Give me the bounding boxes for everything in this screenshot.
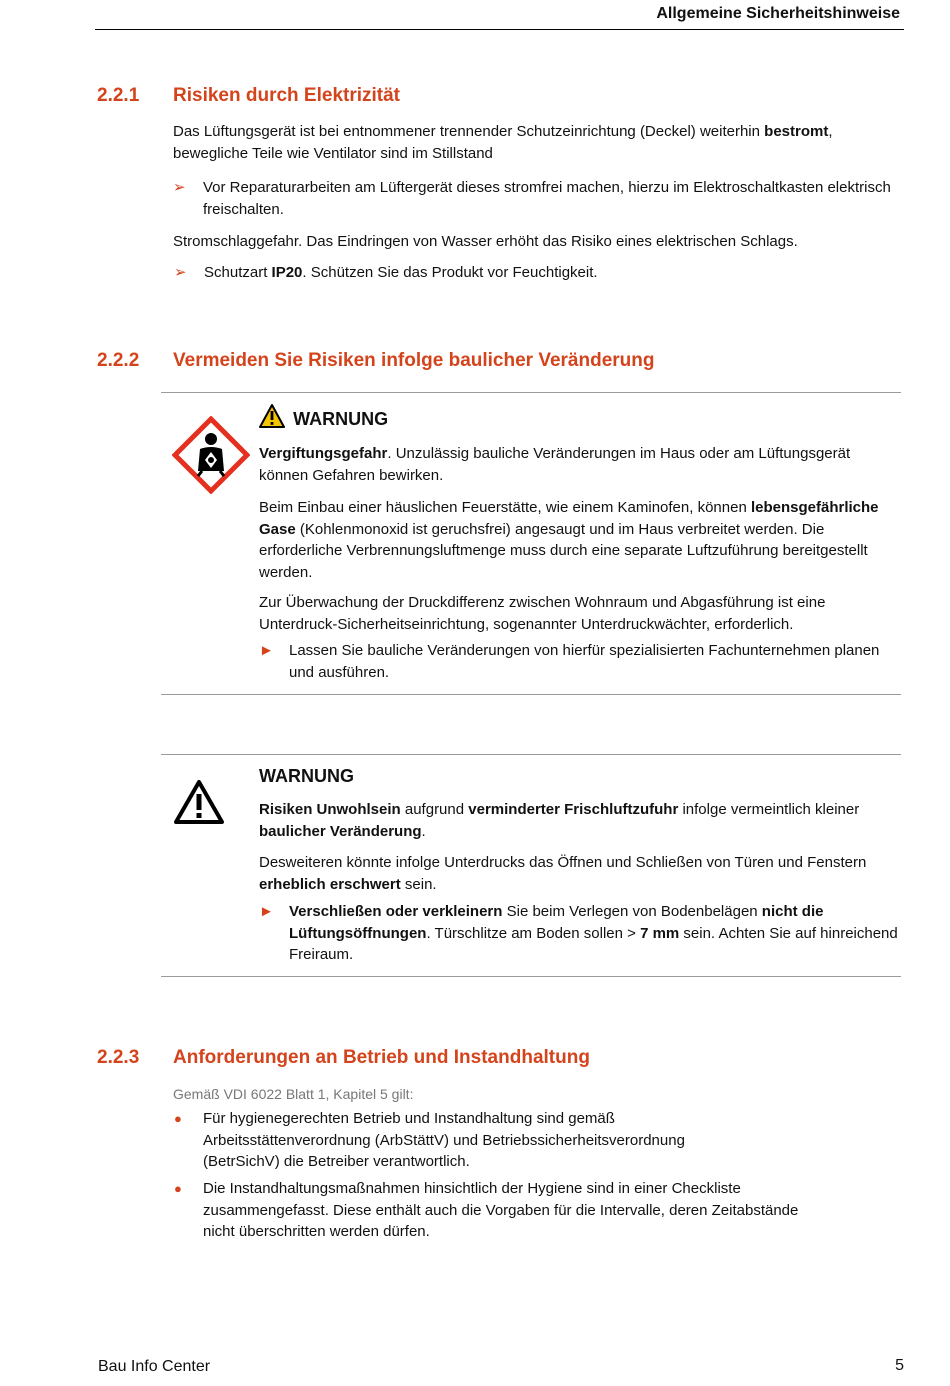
header-rule <box>95 29 904 30</box>
triangle-arrow-icon: ► <box>259 642 274 659</box>
footer-publisher: Bau Info Center <box>98 1358 211 1375</box>
paragraph: Stromschlaggefahr. Das Eindringen von Wasser erhöht das Risiko eines elektrischen Schlags. <box>173 233 798 250</box>
instruction-item: ➢ Schutzart IP20. Schützen Sie das Produkt vor Feuchtigkeit. <box>204 262 894 284</box>
warning-paragraph: Risiken Unwohlsein aufgrund verminderter Frischluftzufuhr infolge vermeintlich kleiner baulicher Veränderung. <box>259 801 860 840</box>
health-hazard-icon <box>172 416 250 494</box>
section-number: 2.2.2 <box>97 350 140 371</box>
warning-paragraph: Zur Überwachung der Druckdifferenz zwischen Wohnraum und Abgasführung ist eine Unterdruck-Sicherheitseinrichtung, sogenannter Unterdruckwächter, erforderlich. <box>259 594 826 633</box>
header-title: Allgemeine Sicherheitshinweise <box>656 5 900 22</box>
triangle-arrow-icon: ► <box>259 903 274 920</box>
chevron-bullet-icon: ➢ <box>173 179 186 196</box>
paragraph: Das Lüftungsgerät ist bei entnommener trennender Schutzeinrichtung (Deckel) weiterhin bestromt, bewegliche Teile wie Ventilator sind im Stillstand <box>173 123 833 162</box>
section-heading-2-2-2 <box>97 350 655 372</box>
page-number: 5 <box>895 1357 904 1374</box>
warning-triangle-icon <box>173 779 225 825</box>
warning-title: WARNUNG <box>293 409 389 429</box>
section-title: Anforderungen an Betrieb und Instandhaltung <box>173 1047 590 1068</box>
section-title: Risiken durch Elektrizität <box>173 85 401 106</box>
section-number: 2.2.3 <box>97 1047 140 1068</box>
warning-header <box>259 404 388 430</box>
section-heading-2-2-3 <box>97 1047 590 1069</box>
chevron-bullet-icon: ➢ <box>174 264 187 281</box>
warning-triangle-icon <box>259 404 285 428</box>
section-heading-2-2-1 <box>97 85 400 107</box>
warning-paragraph: Desweiteren könnte infolge Unterdrucks das Öffnen und Schließen von Türen und Fenstern erheblich erschwert sein. <box>259 854 867 893</box>
section-number: 2.2.1 <box>97 85 140 106</box>
action-item: ► Lassen Sie bauliche Veränderungen von hierfür spezialisierten Fachunternehmen planen und ausführen. <box>259 642 880 681</box>
bullet-dot-icon: ● <box>174 1111 182 1126</box>
warning-box-bottom-rule <box>161 976 901 977</box>
warning-box-top-rule <box>161 392 901 393</box>
section-intro: Gemäß VDI 6022 Blatt 1, Kapitel 5 gilt: <box>173 1086 414 1102</box>
warning-title: WARNUNG <box>259 766 354 786</box>
bullet-dot-icon: ● <box>174 1181 182 1196</box>
list-item: ● Die Instandhaltungsmaßnahmen hinsichtlich der Hygiene sind in einer Checkliste zusammengefasst. Diese enthält auch die Vorgaben für die Intervalle, deren Zeitabstände nicht überschritten werden dürfen. <box>174 1180 799 1240</box>
section-title: Vermeiden Sie Risiken infolge baulicher Veränderung <box>173 350 655 371</box>
action-item: ► Verschließen oder verkleinern Sie beim Verlegen von Bodenbelägen nicht die Lüftungsöffnungen. Türschlitze am Boden sollen > 7 mm sein. Achten Sie auf hinreichend Freiraum. <box>259 903 898 963</box>
warning-box-bottom-rule <box>161 694 901 695</box>
warning-paragraph: Beim Einbau einer häuslichen Feuerstätte, wie einem Kaminofen, können lebensgefährliche Gase (Kohlenmonoxid ist geruchsfrei) angesaugt und im Haus verbreitet werden. Die erforderliche Verbrennungsluftmenge muss durch eine separate Luftzuführung bereitgestellt werden. <box>259 499 879 581</box>
list-item: ● Für hygienegerechten Betrieb und Instandhaltung sind gemäß Arbeitsstättenverordnung (ArbStättV) und Betriebssicherheitsverordnung (BetrSichV) die Betreiber verantwortlich. <box>174 1110 685 1170</box>
instruction-item: ➢ Vor Reparaturarbeiten am Lüftergerät dieses stromfrei machen, hierzu im Elektroschaltkasten elektrisch freischalten. <box>173 179 891 218</box>
warning-paragraph: Vergiftungsgefahr. Unzulässig bauliche Veränderungen im Haus oder am Lüftungsgerät können Gefahren bewirken. <box>259 445 851 484</box>
warning-box-top-rule <box>161 754 901 755</box>
